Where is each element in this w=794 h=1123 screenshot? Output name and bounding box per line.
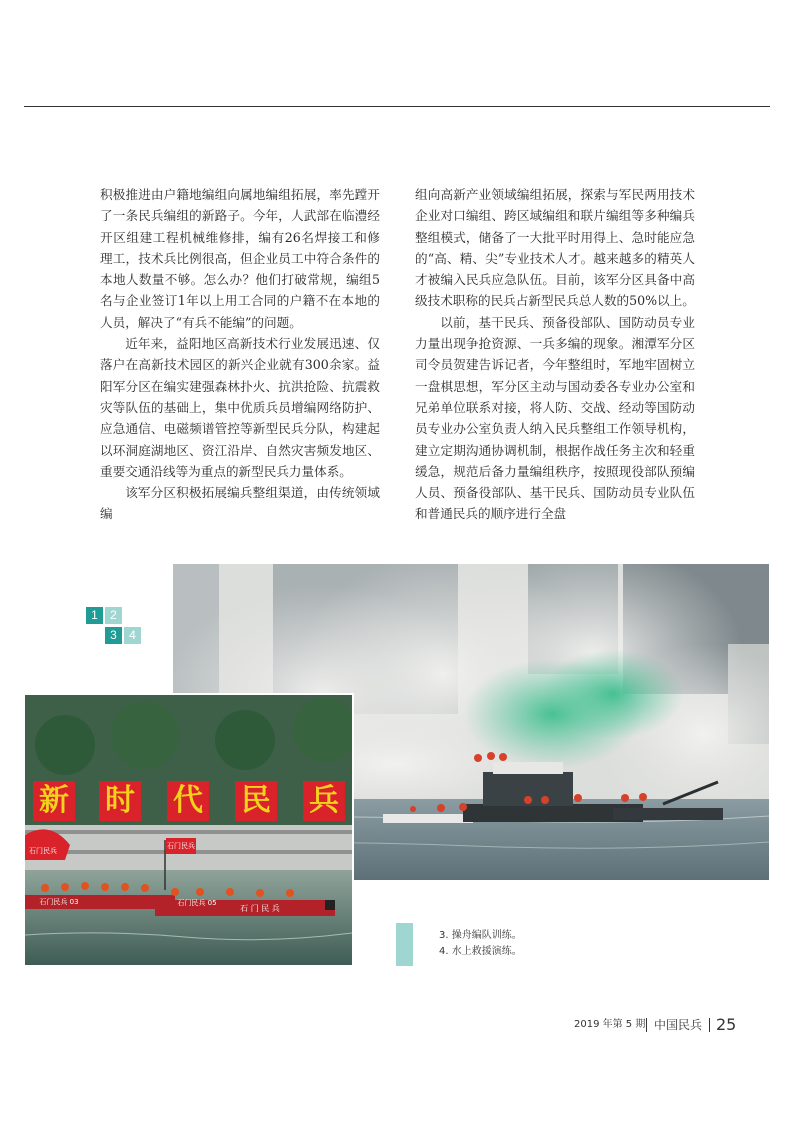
folio-issue: 2019 年第 5 期	[574, 1019, 646, 1030]
boat-label: 石门民兵 03	[39, 898, 79, 906]
caption-accent-bar	[396, 923, 413, 966]
caption-4: 4. 水上救援演练。	[439, 946, 522, 957]
folio-separator	[646, 1018, 647, 1032]
boat-formation-photo	[23, 693, 354, 967]
article-column-right	[415, 184, 695, 525]
paragraph: 该军分区积极拓展编兵整组渠道，由传统领域编	[100, 485, 380, 522]
boat-formation-illustration	[25, 695, 352, 965]
folio-separator	[709, 1018, 710, 1032]
paragraph: 以前，基干民兵、预备役部队、国防动员专业力量出现争抢资源、一兵多编的现象。湘潭军分区司令员贺建告诉记者，今年整组时，军地牢固树立一盘棋思想，军分区主动与国动委各专业办公室和兄弟单位联系对接，将人防、交战、经动等国防动员专业办公室负责人纳入民兵整组工作领导机构，建立定期沟通协调机制，根据作战任务主次和轻重缓急，规范后备力量编组秩序，按照现役部队预编人员、预备役部队、基干民兵、国防动员专业队伍和普通民兵的顺序进行全盘	[415, 314, 695, 522]
photo-captions	[439, 928, 522, 960]
banner-char: 时	[99, 781, 141, 821]
caption-3: 3. 操舟编队训练。	[439, 930, 522, 941]
boat-label: 石门民兵 05	[177, 899, 217, 907]
banner-char: 新	[33, 781, 75, 821]
article-column-left	[100, 184, 380, 525]
hand-flag: 石门民兵	[166, 838, 196, 854]
photo-number-1: 1	[86, 607, 103, 624]
banner-char: 兵	[303, 781, 345, 821]
photo-number-4: 4	[124, 627, 141, 644]
photo-number-2: 2	[105, 607, 122, 624]
banner-char: 代	[167, 781, 209, 821]
tent-flag: 石门民兵	[29, 847, 57, 855]
photo-number-3: 3	[105, 627, 122, 644]
page-number: 25	[716, 1015, 737, 1034]
paragraph: 积极推进由户籍地编组向属地编组拓展，率先蹚开了一条民兵编组的新路子。今年，人武部在临澧经开区组建工程机械维修排，编有26名焊接工和修理工，技术兵比例很高，但企业员工中符合条件的本地人数量不够。怎么办？他们打破常规，编组5名与企业签订1年以上用工合同的户籍不在本地的人员，解决了“有兵不能编”的问题。	[100, 187, 380, 330]
boat-side-text: 石 门 民 兵	[240, 904, 280, 913]
paragraph: 组向高新产业领域编组拓展，探索与军民两用技术企业对口编组、跨区域编组和联片编组等多种编兵整组模式，储备了一大批平时用得上、急时能应急的“高、精、尖”专业技术人才。越来越多的精英人才被编入民兵应急队伍。目前，该军分区具备中高级技术职称的民兵占新型民兵总人数的50%以上。	[415, 187, 695, 309]
paragraph: 近年来，益阳地区高新技术行业发展迅速、仅落户在高新技术园区的新兴企业就有300余家。益阳军分区在编实建强森林扑火、抗洪抢险、抗震救灾等队伍的基础上，集中优质兵员增编网络防护、应急通信、电磁频谱管控等新型民兵分队，构建起以环洞庭湖地区、资江沿岸、自然灾害频发地区、重要交通沿线等为重点的新型民兵力量体系。	[100, 336, 380, 479]
folio-magazine-name: 中国民兵	[654, 1018, 703, 1032]
banner-char: 民	[235, 781, 277, 821]
header-rule	[24, 106, 770, 107]
